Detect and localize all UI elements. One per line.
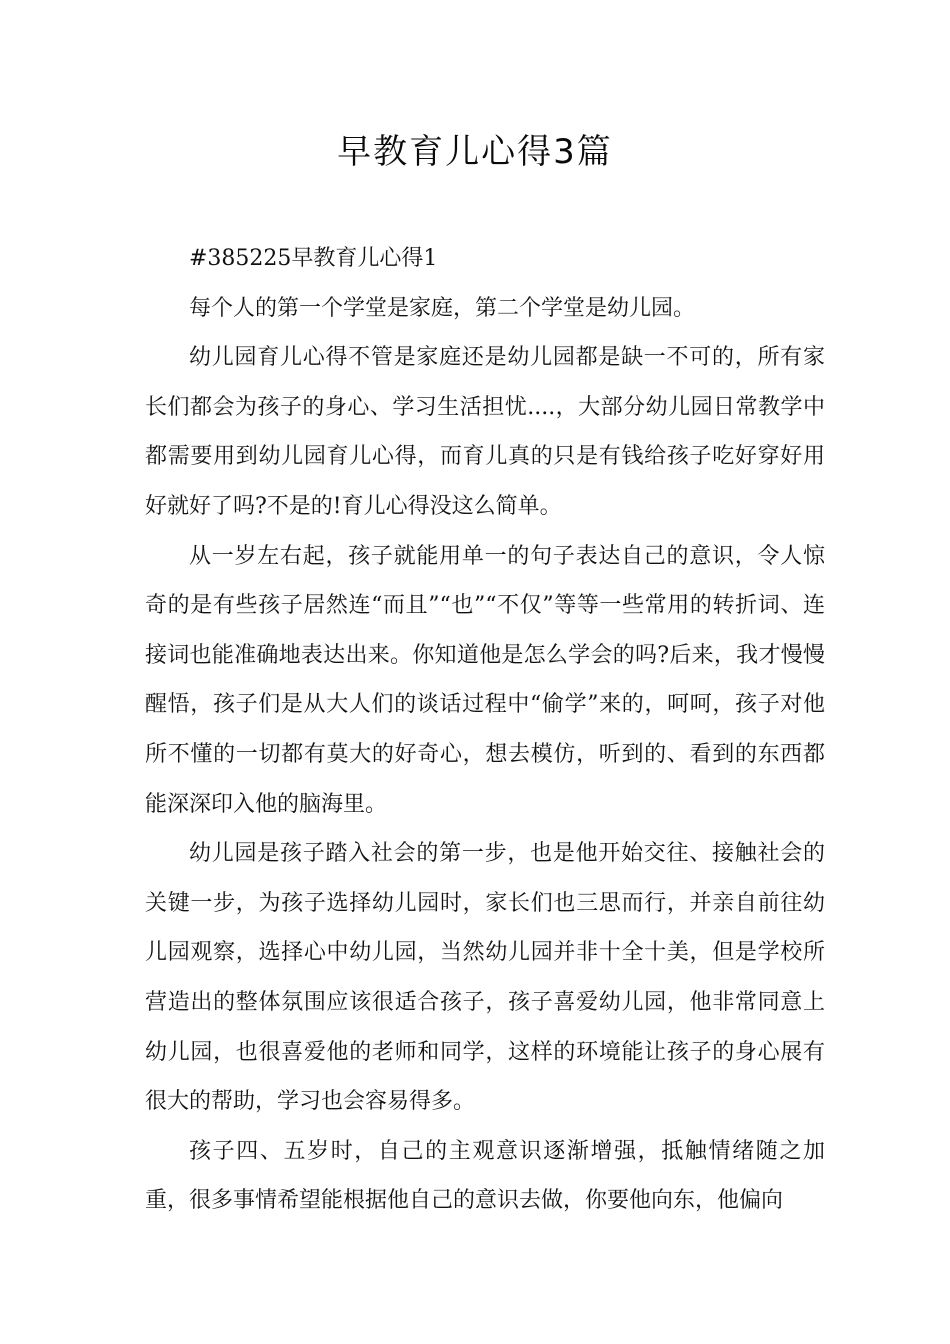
document-title: 早教育儿心得3篇 [337,132,613,172]
section-heading: #385225早教育儿心得1 [189,246,438,271]
paragraph: 孩子四、五岁时，自己的主观意识逐渐增强，抵触情绪随之加重，很多事情希望能根据他自己的意识去做，你要他向东，他偏向 [145,1138,825,1214]
paragraph: 每个人的第一个学堂是家庭，第二个学堂是幼儿园。 [189,295,696,321]
document-body [145,234,825,1226]
paragraph: 幼儿园育儿心得不管是家庭还是幼儿园都是缺一不可的，所有家长们都会为孩子的身心、学习生活担忧....，大部分幼儿园日常教学中都需要用到幼儿园育儿心得，而育儿真的只是有钱给孩子吃好穿好用好就好了吗?不是的!育儿心得没这么简单。 [145,345,825,519]
paragraph: 幼儿园是孩子踏入社会的第一步，也是他开始交往、接触社会的关键一步，为孩子选择幼儿园时，家长们也三思而行，并亲自前往幼儿园观察，选择心中幼儿园，当然幼儿园并非十全十美，但是学校所营造出的整体氛围应该很适合孩子，孩子喜爱幼儿园，他非常同意上幼儿园，也很喜爱他的老师和同学，这样的环境能让孩子的身心展有很大的帮助，学习也会容易得多。 [145,841,825,1115]
paragraph: 从一岁左右起，孩子就能用单一的句子表达自己的意识，令人惊奇的是有些孩子居然连“而且”“也”“不仅”等等一些常用的转折词、连接词也能准确地表达出来。你知道他是怎么学会的吗?后来，我才慢慢醒悟，孩子们是从大人们的谈话过程中“偷学”来的，呵呵，孩子对他所不懂的一切都有莫大的好奇心，想去模仿，听到的、看到的东西都能深深印入他的脑海里。 [145,543,825,817]
